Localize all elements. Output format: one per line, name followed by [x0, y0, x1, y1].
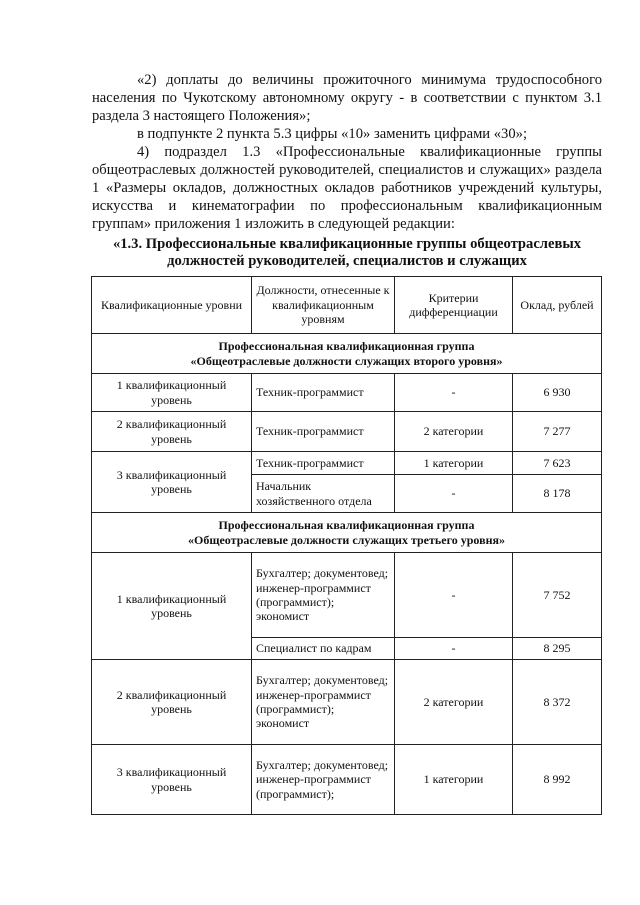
paragraph: в подпункте 2 пункта 5.3 цифры «10» заменить цифрами «30»; [137, 126, 528, 142]
criteria-cell: 1 категории [395, 452, 513, 475]
salary-cell: 8 992 [513, 745, 602, 815]
salary-cell: 8 178 [513, 475, 602, 513]
body-text [92, 71, 602, 233]
salary-cell: 6 930 [513, 374, 602, 412]
salary-cell: 7 277 [513, 412, 602, 452]
group-title-line: Профессиональная квалификационная группа [218, 518, 475, 533]
header-cell: Должности, отнесенные к квалификационным уровням [252, 277, 395, 334]
group-title [92, 334, 602, 374]
level-cell: 3 квалификационный уровень [92, 452, 252, 513]
header-cell: Критерии дифференциации [395, 277, 513, 334]
criteria-cell: - [395, 638, 513, 660]
criteria-cell: 2 категории [395, 412, 513, 452]
group-title-line: Профессиональная квалификационная группа [218, 339, 475, 354]
group-title [92, 513, 602, 553]
group-title-line: «Общеотраслевые должности служащих третьего уровня» [188, 532, 505, 547]
table-row [92, 452, 602, 475]
position-cell: Бухгалтер; документовед; инженер-программист (программист); [252, 745, 395, 815]
header-cell: Квалификационные уровни [92, 277, 252, 334]
table-row [92, 745, 602, 815]
position-cell: Техник-программист [252, 412, 395, 452]
group-title-line: «Общеотраслевые должности служащих второго уровня» [190, 353, 503, 368]
position-cell: Техник-программист [252, 374, 395, 412]
position-cell: Бухгалтер; документовед; инженер-программист (программист); экономист [252, 660, 395, 745]
table-title-line: «1.3. Профессиональные квалификационные группы общеотраслевых [112, 236, 582, 252]
qualification-table [91, 276, 602, 815]
salary-cell: 7 623 [513, 452, 602, 475]
criteria-cell: - [395, 374, 513, 412]
salary-cell: 7 752 [513, 553, 602, 638]
level-cell: 3 квалификационный уровень [92, 745, 252, 815]
level-cell: 1 квалификационный уровень [92, 553, 252, 660]
position-cell: Специалист по кадрам [252, 638, 395, 660]
paragraph: 4) подраздел 1.3 «Профессиональные квалификационные группы общеотраслевых должностей руководителей, специалистов и служащих» раздела 1 «Размеры окладов, должностных окладов работников учреждений культуры, искусства и кинематографии по профессиональным квалификационным группам» приложения 1 изложить в следующей редакции: [92, 144, 602, 232]
paragraph: «2) доплаты до величины прожиточного минимума трудоспособного населения по Чукотскому автономному округу - в соответствии с пунктом 3.1 раздела 3 настоящего Положения»; [92, 72, 602, 124]
criteria-cell: - [395, 553, 513, 638]
table-row [92, 412, 602, 452]
criteria-cell: 2 категории [395, 660, 513, 745]
position-cell: Бухгалтер; документовед; инженер-программист (программист); экономист [252, 553, 395, 638]
salary-cell: 8 372 [513, 660, 602, 745]
position-cell: Техник-программист [252, 452, 395, 475]
table-title-line: должностей руководителей, специалистов и служащих [167, 253, 527, 269]
table-row [92, 374, 602, 412]
table-title [92, 236, 602, 270]
level-cell: 2 квалификационный уровень [92, 412, 252, 452]
criteria-cell: 1 категории [395, 745, 513, 815]
level-cell: 1 квалификационный уровень [92, 374, 252, 412]
header-cell: Оклад, рублей [513, 277, 602, 334]
group-header-row [92, 513, 602, 553]
table-row [92, 660, 602, 745]
salary-cell: 8 295 [513, 638, 602, 660]
criteria-cell: - [395, 475, 513, 513]
table-row [92, 553, 602, 638]
table-header-row [92, 277, 602, 334]
position-cell: Начальник хозяйственного отдела [252, 475, 395, 513]
level-cell: 2 квалификационный уровень [92, 660, 252, 745]
group-header-row [92, 334, 602, 374]
